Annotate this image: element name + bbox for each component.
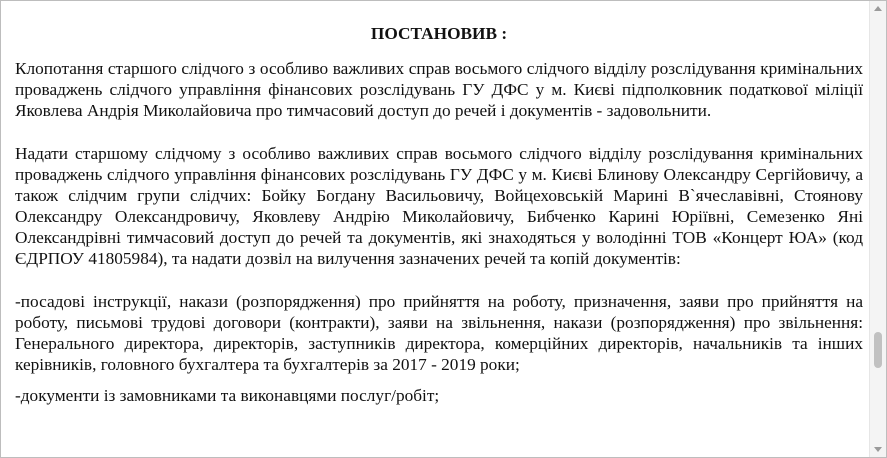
- document-body: [15, 19, 863, 428]
- vertical-scrollbar[interactable]: [869, 1, 886, 457]
- paragraph-personnel-documents: -посадові інструкції, накази (розпорядження) про прийняття на роботу, призначення, заяви про прийняття на роботу, письмові трудові договори (контракти), заяви на звільнення, накази (розпорядження) про звільнення: Генерального директора, директорів, заступників директора, комерційних директорів, начальників та інших керівників, головного бухгалтера та бухгалтерів за 2017 - 2019 роки;: [15, 292, 863, 374]
- paragraph-grant-access: Надати старшому слідчому з особливо важливих справ восьмого слідчого відділу розслідування кримінальних проваджень слідчого управління фінансових розслідувань ГУ ДФС у м. Києві Блинову Олександру Сергійовичу, а також слідчим групи слідчих: Бойку Богдану Васильовичу, Войцеховській Марині В`ячеславівні, Стоянову Олександру Олександровичу, Яковлеву Андрію Миколайовичу, Бибченко Карині Юріївні, Семезенко Яні Олександрівні тимчасовий доступ до речей та документів, які знаходяться у володінні ТОВ «Концерт ЮА» (код ЄДРПОУ 41805984), та надати дозвіл на вилучення зазначених речей та копій документів:: [15, 144, 863, 268]
- scroll-down-arrow-icon[interactable]: [874, 447, 882, 452]
- paragraph-contractor-documents: -документи із замовниками та виконавцями послуг/робіт;: [15, 386, 440, 405]
- paragraph-petition-granted: Клопотання старшого слідчого з особливо важливих справ восьмого слідчого відділу розслідування кримінальних проваджень слідчого управління фінансових розслідувань ГУ ДФС у м. Києві підполковник податкової міліції Яковлева Андрія Миколайовича про тимчасовий доступ до речей і документів - задовольнити.: [15, 59, 863, 120]
- scrollbar-thumb[interactable]: [874, 332, 882, 368]
- scroll-up-arrow-icon[interactable]: [874, 6, 882, 11]
- document-heading: ПОСТАНОВИВ :: [370, 24, 508, 43]
